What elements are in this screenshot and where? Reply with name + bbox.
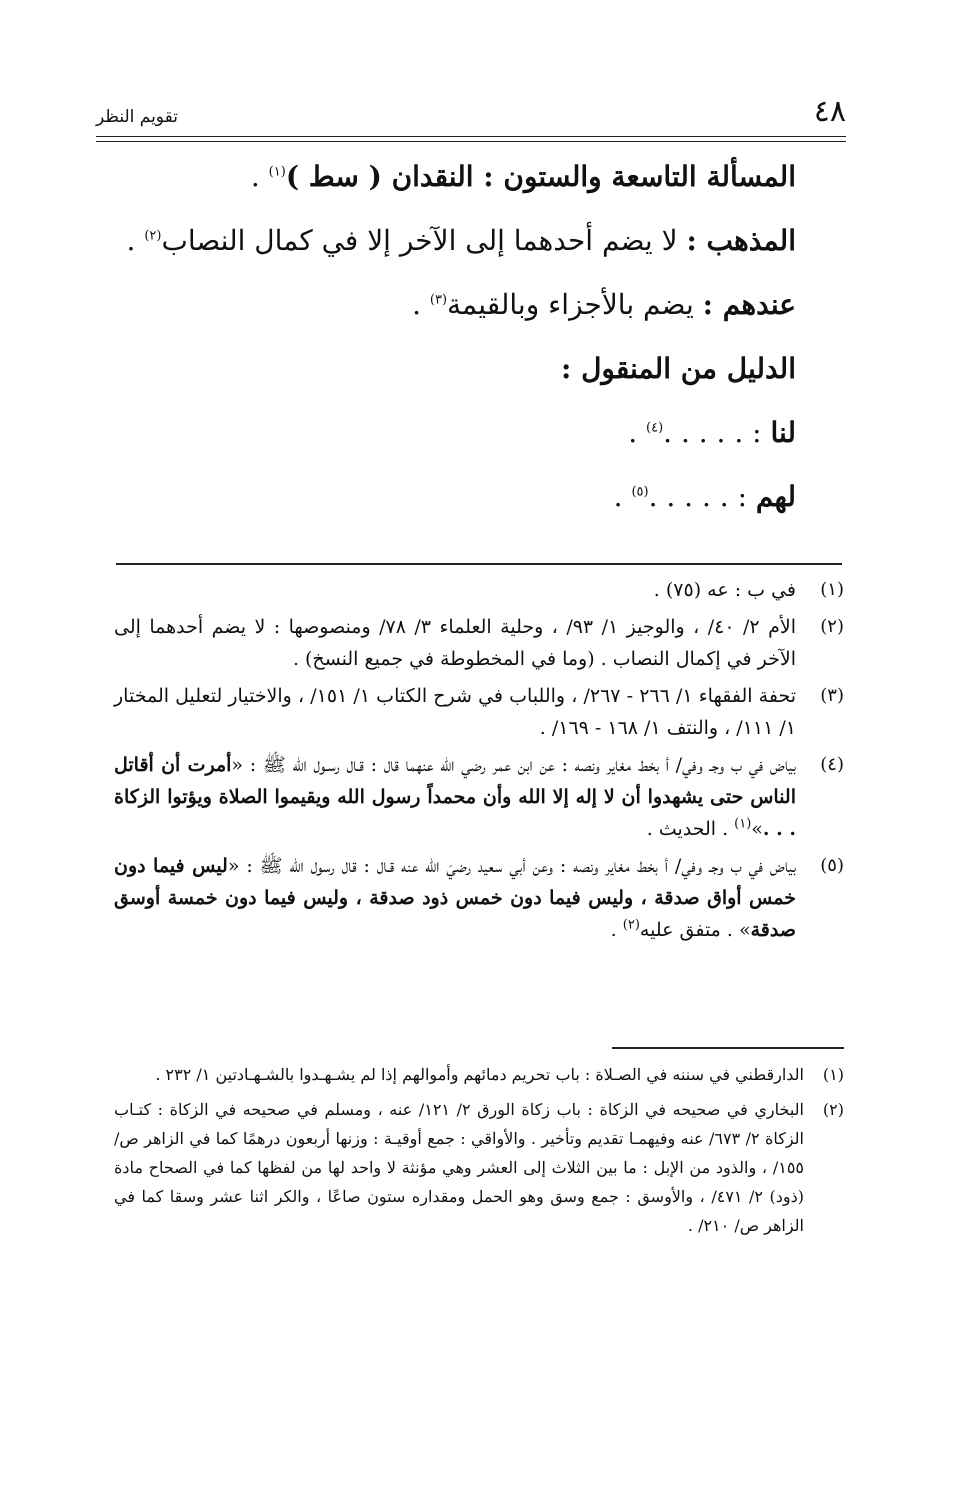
- for-us-label: لنا: [770, 416, 796, 449]
- for-them-line: [156, 480, 796, 544]
- madhhab-text: لا يضم أحدهما إلى الآخر إلا في كمال النصاب: [161, 224, 687, 257]
- subnote: [114, 1095, 844, 1240]
- subnote-text: البخاري في صحيحه في الزكاة : باب زكاة الورق ٢/ ١٢١/ عنه ، ومسلم في صحيحه في الزكاة : كتـاب الزكاة ٢/ ٦٧٣/ عنه وفيهمـا تقديم وتأخير . والأواقي : جمع أوقيـة : وزنها أربعون درهمًا كما في الزاهر ص/ ١٥٥/ ، والذود من الإبل : ما بين الثلاث إلى العشر وهي مؤنثة لا واحد لها من لفظها كما في الصحاح مادة (ذود) ٢/ ٤٧١/ ، والأوسق : جمع وسق وهو الحمل ومقداره ستون صاعًا ، والكر اثنا عشر وسقا كما في الزاهر ص/ ٢١٠/ .: [114, 1100, 805, 1235]
- footnote: [114, 749, 844, 845]
- running-title: تقويم النظر: [96, 107, 178, 127]
- quote-close: »: [751, 818, 763, 840]
- opponents-label: عندهم :: [702, 288, 796, 321]
- punctuation: .: [412, 288, 430, 321]
- hadith-text: أمرت أن أقاتل الناس حتى يشهدوا أن لا إله إلا الله وأن محمداً رسول الله ويقيموا الصلاة ويؤتوا الزكاة . . .: [114, 754, 796, 840]
- punctuation: .: [613, 480, 632, 513]
- hadith-text: ليس فيما دون خمس أواق صدقة ، وليس فيما دون خمس ذود صدقة ، وليس فيما دون خمسة أوسق صدقة: [114, 855, 796, 941]
- subnote-rule: [612, 1047, 844, 1049]
- opponents-line: [156, 288, 796, 352]
- footnote-number: (١): [820, 579, 844, 600]
- footnote-number: (٥): [820, 855, 844, 876]
- madhhab-label: المذهب :: [686, 224, 796, 257]
- punctuation: .: [250, 160, 269, 193]
- subnote-text: الدارقطني في سننه في الصـلاة : باب تحريم دمائهم وأموالهم إذا لم يشـهـدوا بالشـهـادتين ١/ ٢٣٢ .: [155, 1065, 804, 1084]
- subnote-number: (٢): [822, 1100, 844, 1119]
- footnote-rule: [116, 563, 842, 565]
- evidence-heading: [156, 352, 796, 416]
- footnote-text: الأم ٢/ ٤٠/ ، والوجيز ١/ ٩٣/ ، وحلية العلماء ٣/ ٧٨/ ومنصوصها : لا يضم أحدهما إلى الآخر في إكمال النصاب . (وما في المخطوطة في جميع النسخ) .: [114, 616, 796, 670]
- quote-close: » . متفق عليه: [639, 919, 751, 941]
- footnote-outro: .: [610, 919, 623, 941]
- for-them-text: : . . . . .: [648, 480, 756, 513]
- punctuation: .: [126, 224, 145, 257]
- footnote-number: (٢): [820, 616, 844, 637]
- footnote-number: (٣): [820, 685, 844, 706]
- footnote-text: [114, 850, 796, 946]
- subnote-number: (١): [822, 1065, 844, 1084]
- madhhab-line: [126, 224, 796, 288]
- footnote-ref: (٤): [646, 420, 664, 436]
- footnote-ref: (١): [268, 164, 286, 180]
- for-us-text: : . . . . .: [663, 416, 771, 449]
- punctuation: .: [628, 416, 646, 449]
- main-text: [126, 160, 796, 544]
- footnote-ref: (٣): [429, 292, 448, 308]
- subnote: [114, 1060, 844, 1089]
- page-header: [96, 92, 846, 128]
- header-rule-thin: [96, 141, 846, 142]
- footnote-ref: (٢): [144, 228, 162, 244]
- footnote-intro: بياض في ب وجـ وفي/ أ بخط مغاير ونصه : وعن أبي سعيد رضيَ الله عنه قـال : قال رسول الله ﷺ : «: [227, 855, 797, 877]
- footnote-text: في ب : عه (٧٥) .: [653, 579, 796, 601]
- footnote-intro: بياض في ب وجـ وفي/ أ بخط مغاير ونصه : عن ابن عمر رضي الله عنهما قال : قـال رسـول الله ﷺ : «: [231, 754, 796, 776]
- footnote: [114, 611, 844, 675]
- footnotes: [114, 574, 844, 951]
- footnote-ref: (٢): [622, 917, 640, 933]
- footnote-ref: (١): [734, 816, 752, 832]
- footnote-ref: (٥): [631, 484, 649, 500]
- footnote: [114, 680, 844, 744]
- footnote: [114, 574, 844, 606]
- for-them-label: لهم: [755, 480, 796, 513]
- opponents-text: يضم بالأجزاء وبالقيمة: [447, 288, 703, 321]
- footnote-text: [114, 749, 796, 845]
- header-rule: [96, 136, 846, 137]
- issue-title: [156, 160, 796, 224]
- footnote-outro: . الحديث .: [646, 818, 735, 840]
- issue-title-text: المسألة التاسعة والستون : النقدان ( سط ): [285, 160, 796, 193]
- subnotes: [114, 1060, 844, 1246]
- footnote-text: تحفة الفقهاء ١/ ٢٦٦ - ٢٦٧/ ، واللباب في شرح الكتاب ١/ ١٥١/ ، والاختيار لتعليل المختار ١/ ١١١/ ، والنتف ١/ ١٦٨ - ١٦٩/ .: [114, 685, 796, 739]
- for-us-line: [156, 416, 796, 480]
- evidence-heading-text: الدليل من المنقول :: [560, 352, 796, 385]
- footnote: [114, 850, 844, 946]
- page-number: ٤٨: [813, 94, 846, 129]
- footnote-number: (٤): [820, 754, 844, 775]
